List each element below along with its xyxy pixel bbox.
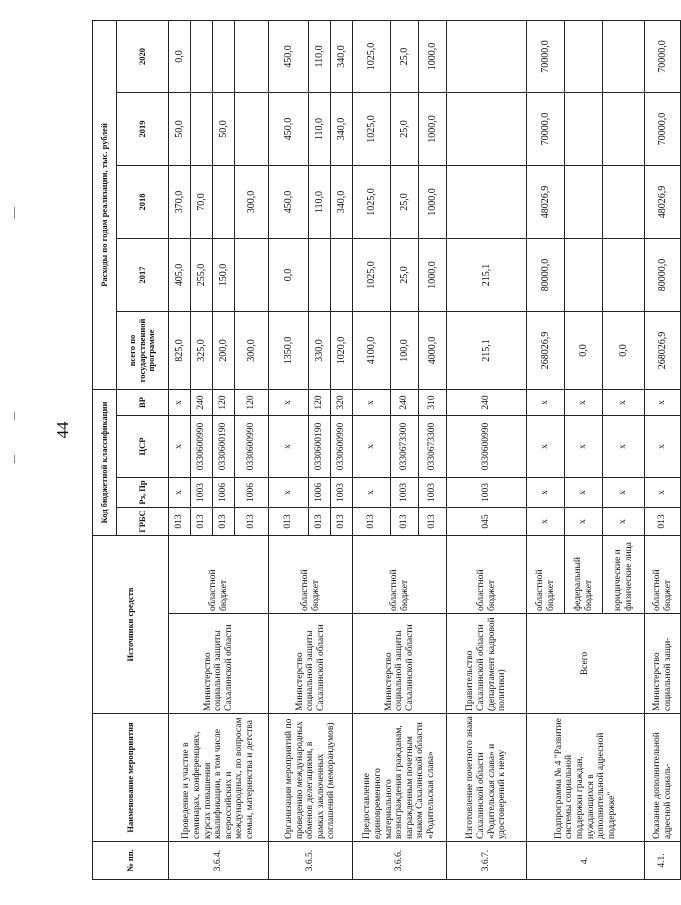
cell-2017: [309, 239, 331, 312]
table-row: [527, 20, 565, 879]
scan-mark: [14, 412, 15, 420]
table-row: [447, 20, 527, 879]
cell-vr: х: [603, 390, 645, 416]
cell-2017: 215,1: [447, 239, 527, 312]
cell-2018: 1025,0: [353, 166, 391, 239]
cell-grbs: 013: [191, 508, 213, 536]
header-rzpr: Рз, Пр: [117, 478, 169, 508]
row-executor: Всего: [527, 614, 645, 714]
cell-vr: 240: [447, 390, 527, 416]
cell-grbs: х: [565, 508, 603, 536]
cell-2020: 450,0: [269, 20, 309, 92]
row-source: областной бюджет: [269, 536, 353, 614]
cell-total: 300,0: [235, 312, 269, 390]
cell-2017: [331, 239, 353, 312]
row-source: областной бюджет: [169, 536, 269, 614]
row-name: Проведение и участие в семинарах, конференциях, курсах повышения квалификации, в том числе всероссийских и международных, по вопросам семьи, материнства и детства: [169, 714, 269, 842]
cell-2018: 340,0: [331, 166, 353, 239]
header-year: 2017: [117, 239, 169, 312]
page-number: 44: [53, 421, 72, 439]
cell-vr: 120: [213, 390, 235, 416]
cell-csr: 0330600190: [309, 416, 331, 478]
cell-2017: 1000,0: [419, 239, 447, 312]
cell-2019: 70000,0: [645, 93, 681, 166]
cell-2017: 150,0: [213, 239, 235, 312]
cell-2020: [235, 20, 269, 92]
cell-2017: [603, 239, 645, 312]
cell-2020: [565, 20, 603, 92]
cell-2019: 25,0: [391, 93, 419, 166]
cell-csr: х: [353, 416, 391, 478]
cell-rzpr: х: [169, 478, 191, 508]
cell-grbs: 013: [309, 508, 331, 536]
row-num: 3.6.7.: [447, 842, 527, 880]
row-name: Оказание дополнительной адресной социаль-: [645, 714, 681, 842]
cell-grbs: 013: [391, 508, 419, 536]
header-total: всего по государственной программе: [117, 312, 169, 390]
row-num: 3.6.6.: [353, 842, 447, 880]
table-row: [353, 20, 391, 879]
row-executor: Министерство социальной защиты Сахалинской области: [269, 614, 353, 714]
cell-vr: 310: [419, 390, 447, 416]
cell-rzpr: 1006: [235, 478, 269, 508]
cell-2018: [565, 166, 603, 239]
cell-2017: 405,0: [169, 239, 191, 312]
table-body: [169, 20, 681, 879]
cell-2018: 25,0: [391, 166, 419, 239]
row-source: областной бюджет: [645, 536, 681, 614]
cell-rzpr: 1006: [309, 478, 331, 508]
cell-2018: 48026,9: [645, 166, 681, 239]
cell-grbs: 013: [169, 508, 191, 536]
cell-rzpr: х: [603, 478, 645, 508]
cell-total: 268026,9: [527, 312, 565, 390]
cell-csr: 0330673300: [419, 416, 447, 478]
cell-csr: 0330673300: [391, 416, 419, 478]
cell-vr: х: [645, 390, 681, 416]
cell-rzpr: 1003: [331, 478, 353, 508]
cell-csr: х: [269, 416, 309, 478]
cell-2020: 110,0: [309, 20, 331, 92]
row-source: областной бюджет: [447, 536, 527, 614]
header-grbs: ГРБС: [117, 508, 169, 536]
cell-total: 330,0: [309, 312, 331, 390]
cell-total: 0,0: [603, 312, 645, 390]
cell-2020: 70000,0: [645, 20, 681, 92]
row-num: 3.6.4.: [169, 842, 269, 880]
row-num: 4.: [527, 842, 645, 880]
cell-grbs: 013: [269, 508, 309, 536]
cell-2017: 0,0: [269, 239, 309, 312]
cell-2019: [603, 93, 645, 166]
cell-2018: 48026,9: [527, 166, 565, 239]
cell-rzpr: 1003: [191, 478, 213, 508]
header-source: Источники средств: [93, 536, 169, 714]
header-kbk: Код бюджетной классификации: [93, 390, 117, 536]
cell-2020: [191, 20, 213, 92]
cell-vr: 120: [235, 390, 269, 416]
table-row: [269, 20, 309, 879]
cell-vr: 320: [331, 390, 353, 416]
cell-2018: [213, 166, 235, 239]
cell-vr: х: [169, 390, 191, 416]
cell-total: 825,0: [169, 312, 191, 390]
header-vr: ВР: [117, 390, 169, 416]
cell-grbs: 013: [353, 508, 391, 536]
row-executor: Правительство Сахалинской области (департамент кадровой политики): [447, 614, 527, 714]
cell-vr: 240: [391, 390, 419, 416]
header-expenses: Расходы по годам реализации, тыс. рублей: [93, 20, 117, 389]
table-header: [93, 20, 169, 879]
cell-2018: 110,0: [309, 166, 331, 239]
cell-2019: 110,0: [309, 93, 331, 166]
cell-vr: х: [269, 390, 309, 416]
table-row: [169, 20, 191, 879]
cell-2020: [447, 20, 527, 92]
cell-2018: 1000,0: [419, 166, 447, 239]
cell-2020: 0,0: [169, 20, 191, 92]
cell-2017: 80000,0: [527, 239, 565, 312]
cell-2018: 300,0: [235, 166, 269, 239]
cell-2020: 1000,0: [419, 20, 447, 92]
cell-2018: 70,0: [191, 166, 213, 239]
cell-vr: 120: [309, 390, 331, 416]
cell-2020: 25,0: [391, 20, 419, 92]
cell-rzpr: х: [269, 478, 309, 508]
cell-2019: [191, 93, 213, 166]
row-name: Организация мероприятий по проведению международных обменов делегациями, в рамках заключенных соглашений (меморандумов): [269, 714, 353, 842]
cell-csr: 0330600990: [191, 416, 213, 478]
cell-csr: 0330600190: [213, 416, 235, 478]
cell-csr: 0330600990: [331, 416, 353, 478]
cell-grbs: 013: [331, 508, 353, 536]
cell-grbs: х: [603, 508, 645, 536]
cell-2017: 25,0: [391, 239, 419, 312]
cell-grbs: 013: [419, 508, 447, 536]
cell-2019: [447, 93, 527, 166]
cell-grbs: х: [527, 508, 565, 536]
cell-csr: 0330600990: [235, 416, 269, 478]
cell-2018: 450,0: [269, 166, 309, 239]
cell-rzpr: х: [353, 478, 391, 508]
header-num: № пп.: [93, 842, 169, 880]
cell-total: 200,0: [213, 312, 235, 390]
scan-mark: [14, 455, 15, 463]
scan-mark: [14, 207, 15, 219]
header-year: 2020: [117, 20, 169, 92]
cell-grbs: 045: [447, 508, 527, 536]
row-name: Предоставление единовременного материального вознаграждения гражданам, награжденным почетным знаком Сахалинской области «Родительская слава»: [353, 714, 447, 842]
cell-csr: х: [565, 416, 603, 478]
cell-csr: х: [603, 416, 645, 478]
cell-2020: 340,0: [331, 20, 353, 92]
row-num: 4.1.: [645, 842, 681, 880]
header-year: 2019: [117, 93, 169, 166]
cell-csr: х: [645, 416, 681, 478]
cell-2019: 1000,0: [419, 93, 447, 166]
cell-grbs: 013: [645, 508, 681, 536]
row-num: 3.6.5.: [269, 842, 353, 880]
cell-2019: [565, 93, 603, 166]
cell-total: 4000,0: [419, 312, 447, 390]
cell-2020: 70000,0: [527, 20, 565, 92]
cell-2018: [447, 166, 527, 239]
cell-vr: х: [527, 390, 565, 416]
cell-rzpr: х: [527, 478, 565, 508]
cell-total: 1350,0: [269, 312, 309, 390]
header-csr: ЦСР: [117, 416, 169, 478]
cell-2019: 340,0: [331, 93, 353, 166]
header-name: Наименование мероприятия: [93, 714, 169, 842]
cell-csr: х: [527, 416, 565, 478]
table-row: [645, 20, 681, 879]
cell-rzpr: 1003: [419, 478, 447, 508]
cell-grbs: 013: [235, 508, 269, 536]
rotated-table-wrapper: [92, 20, 673, 880]
header-year: 2018: [117, 166, 169, 239]
cell-2017: 1025,0: [353, 239, 391, 312]
cell-2017: 80000,0: [645, 239, 681, 312]
cell-2019: 1025,0: [353, 93, 391, 166]
cell-source: федеральный бюджет: [565, 536, 603, 614]
cell-rzpr: 1006: [213, 478, 235, 508]
row-executor: Министерство социальной защиты Сахалинской области: [169, 614, 269, 714]
cell-source: областной бюджет: [527, 536, 565, 614]
cell-2019: 50,0: [169, 93, 191, 166]
cell-2020: [213, 20, 235, 92]
cell-grbs: 013: [213, 508, 235, 536]
cell-rzpr: х: [565, 478, 603, 508]
row-executor: Министерство социальной защиты Сахалинской области: [353, 614, 447, 714]
cell-2017: [235, 239, 269, 312]
cell-rzpr: 1003: [391, 478, 419, 508]
cell-2020: 1025,0: [353, 20, 391, 92]
row-name: Изготовление почетного знака Сахалинской области «Родительская слава» и удостоверений к нему: [447, 714, 527, 842]
cell-source: юридические и физические лица: [603, 536, 645, 614]
cell-total: 0,0: [565, 312, 603, 390]
cell-vr: х: [565, 390, 603, 416]
cell-total: 100,0: [391, 312, 419, 390]
cell-total: 1020,0: [331, 312, 353, 390]
cell-total: 268026,9: [645, 312, 681, 390]
cell-vr: 240: [191, 390, 213, 416]
cell-total: 215,1: [447, 312, 527, 390]
cell-rzpr: 1003: [447, 478, 527, 508]
cell-2020: [603, 20, 645, 92]
row-name: Подпрограмма № 4 "Развитие системы социальной поддержки граждан, нуждающихся в дополнительной адресной поддержке": [527, 714, 645, 842]
cell-vr: х: [353, 390, 391, 416]
cell-2018: 370,0: [169, 166, 191, 239]
row-executor: Министерство социальной защи-: [645, 614, 681, 714]
cell-2019: 50,0: [213, 93, 235, 166]
budget-table: [92, 20, 681, 880]
cell-2019: [235, 93, 269, 166]
cell-rzpr: х: [645, 478, 681, 508]
row-source: областной бюджет: [353, 536, 447, 614]
cell-total: 4100,0: [353, 312, 391, 390]
cell-2019: 450,0: [269, 93, 309, 166]
cell-2017: 255,0: [191, 239, 213, 312]
cell-total: 325,0: [191, 312, 213, 390]
cell-2019: 70000,0: [527, 93, 565, 166]
cell-2018: [603, 166, 645, 239]
cell-2017: [565, 239, 603, 312]
cell-csr: х: [169, 416, 191, 478]
cell-csr: 0330600990: [447, 416, 527, 478]
